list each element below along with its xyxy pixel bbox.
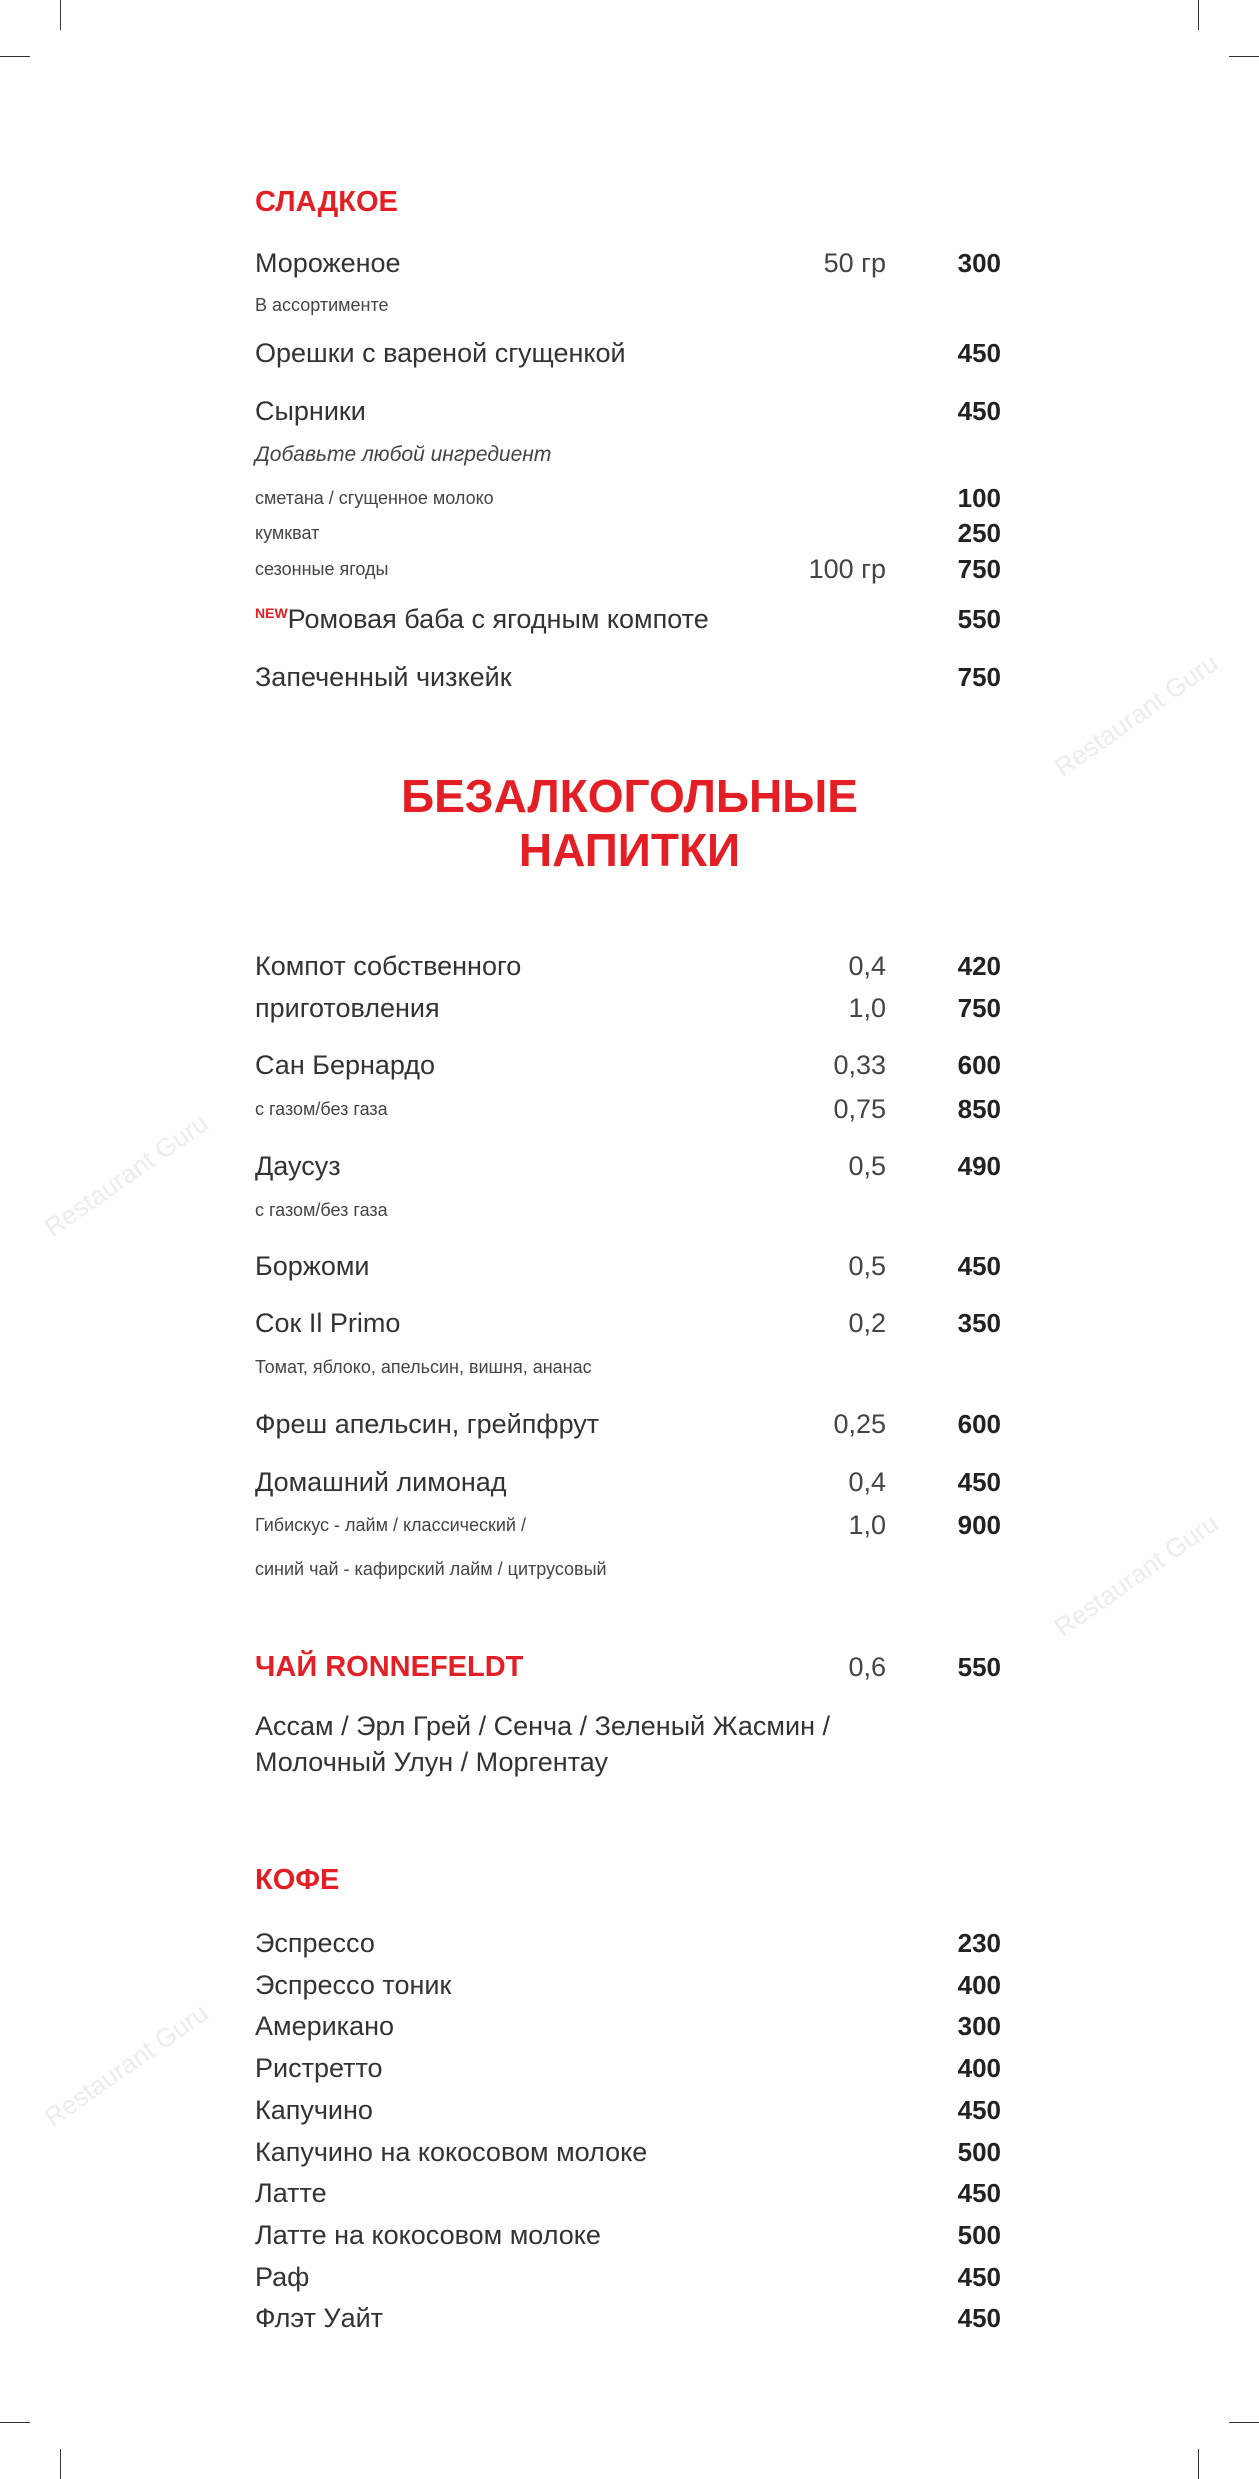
item-price: 450 [957, 396, 1001, 426]
menu-item [255, 1466, 1001, 1498]
watermark: Restaurant Guru [38, 1997, 214, 2133]
coffee-item [255, 2302, 1001, 2334]
item-description: с газом/без газа [255, 1200, 388, 1220]
addon-title-text: Добавьте любой ингредиент [255, 443, 552, 466]
item-name: Домашний лимонад [255, 1467, 507, 1497]
item-price: 490 [957, 1151, 1001, 1181]
item-volume: 0,5 [848, 1251, 886, 1281]
menu-item [255, 1509, 1001, 1541]
item-price: 450 [957, 338, 1001, 368]
section-title-coffee: КОФЕ [255, 1864, 340, 1896]
item-name: Латте [255, 2178, 327, 2209]
item-price: 750 [957, 993, 1001, 1023]
item-name: Флэт Уайт [255, 2303, 384, 2334]
item-price: 300 [957, 2011, 1001, 2042]
item-note [255, 1553, 1001, 1585]
item-description: с газом/без газа [255, 1099, 388, 1119]
section-title-soft-drinks: БЕЗАЛКОГОЛЬНЫЕ [401, 770, 858, 822]
item-name: Боржоми [255, 1251, 370, 1281]
item-name: приготовления [255, 993, 440, 1023]
watermark: Restaurant Guru [1048, 1507, 1224, 1643]
crop-mark [60, 2449, 61, 2479]
menu-item [255, 1250, 1001, 1282]
item-name: сметана / сгущенное молоко [255, 488, 494, 508]
crop-mark [1198, 2449, 1199, 2479]
coffee-item [255, 2010, 1001, 2042]
addon-item [255, 482, 1001, 514]
item-price: 400 [957, 2053, 1001, 2084]
item-note [255, 1351, 1001, 1383]
item-name-text: Ромовая баба с ягодным компоте [287, 604, 709, 634]
item-price: 550 [957, 1652, 1001, 1682]
item-note [255, 289, 1001, 321]
item-volume: 1,0 [848, 1510, 886, 1540]
item-name: Ристретто [255, 2053, 383, 2084]
item-price: 550 [957, 604, 1001, 634]
item-name: Мороженое [255, 248, 401, 278]
item-name: Запеченный чизкейк [255, 662, 512, 692]
item-name: Эспрессо [255, 1928, 375, 1958]
watermark: Restaurant Guru [1048, 647, 1224, 783]
item-price: 500 [957, 2136, 1001, 2167]
item-price: 900 [957, 1510, 1001, 1540]
item-name: Латте на кокосовом молоке [255, 2219, 601, 2250]
menu-item [255, 1049, 1001, 1081]
item-volume: 0,5 [848, 1151, 886, 1181]
item-volume: 0,4 [848, 951, 886, 981]
item-price: 230 [957, 1928, 1001, 1958]
item-volume: 0,33 [833, 1050, 886, 1080]
tea-varieties-line1: Ассам / Эрл Грей / Сенча / Зеленый Жасмин / [255, 1711, 830, 1741]
coffee-item [255, 2136, 1001, 2168]
crop-mark [0, 2422, 30, 2423]
item-name: сезонные ягоды [255, 559, 389, 579]
item-price: 250 [957, 518, 1001, 548]
menu-item [255, 603, 1001, 635]
tea-varieties [255, 1710, 1001, 1742]
item-price: 400 [957, 1969, 1001, 2000]
item-name [255, 603, 709, 635]
menu-item [255, 661, 1001, 693]
item-name: Эспрессо тоник [255, 1969, 452, 2000]
item-price: 450 [957, 2303, 1001, 2334]
item-name: Фреш апельсин, грейпфрут [255, 1409, 600, 1439]
item-price: 600 [957, 1409, 1001, 1439]
item-price: 350 [957, 1308, 1001, 1338]
item-name: Сан Бернардо [255, 1050, 436, 1080]
watermark: Restaurant Guru [38, 1107, 214, 1243]
new-badge: NEW [255, 605, 288, 621]
item-name: Капучино на кокосовом молоке [255, 2136, 648, 2167]
tea-header [255, 1651, 1001, 1683]
coffee-item [255, 2052, 1001, 2084]
crop-mark [1229, 2422, 1259, 2423]
item-price: 750 [957, 662, 1001, 692]
coffee-item [255, 2177, 1001, 2209]
section-title-soft-drinks-line2: НАПИТКИ [518, 824, 741, 876]
section-title-tea: ЧАЙ RONNEFELDT [255, 1651, 524, 1683]
item-price: 420 [957, 951, 1001, 981]
item-price: 450 [957, 2094, 1001, 2125]
item-name: Даусуз [255, 1151, 341, 1181]
menu-item [255, 337, 1001, 369]
crop-mark [0, 56, 30, 57]
item-name: кумкват [255, 523, 320, 543]
item-price: 500 [957, 2219, 1001, 2250]
item-weight: 100 гр [808, 554, 886, 584]
tea-varieties-line2: Молочный Улун / Моргентау [255, 1747, 608, 1777]
item-price: 450 [957, 2178, 1001, 2209]
item-note [255, 1194, 1001, 1226]
item-price: 450 [957, 1251, 1001, 1281]
addon-item [255, 517, 1001, 549]
item-description: Томат, яблоко, апельсин, вишня, ананас [255, 1357, 592, 1377]
item-price: 850 [957, 1094, 1001, 1124]
coffee-item [255, 2219, 1001, 2251]
menu-item [255, 950, 1001, 982]
item-description: В ассортименте [255, 295, 389, 315]
item-volume: 0,6 [848, 1652, 886, 1682]
item-name: Орешки с вареной сгущенкой [255, 338, 626, 368]
menu-item [255, 1307, 1001, 1339]
item-price: 750 [957, 554, 1001, 584]
addon-item [255, 553, 1001, 585]
coffee-item [255, 2261, 1001, 2293]
item-name: Раф [255, 2261, 310, 2292]
menu-item [255, 1093, 1001, 1125]
item-price: 100 [957, 483, 1001, 513]
menu-item [255, 1408, 1001, 1440]
item-volume: 1,0 [848, 993, 886, 1023]
tea-varieties [255, 1746, 1001, 1778]
item-description: Гибискус - лайм / классический / [255, 1515, 526, 1535]
addon-title [255, 439, 1001, 471]
coffee-item [255, 1969, 1001, 2001]
menu-item [255, 395, 1001, 427]
item-volume: 0,25 [833, 1409, 886, 1439]
item-price: 300 [957, 248, 1001, 278]
item-weight: 50 гр [823, 248, 886, 278]
menu-item [255, 247, 1001, 279]
item-price: 600 [957, 1050, 1001, 1080]
item-volume: 0,4 [848, 1467, 886, 1497]
item-volume: 0,2 [848, 1308, 886, 1338]
menu-item [255, 1150, 1001, 1182]
item-name: Американо [255, 2011, 395, 2042]
section-title-sweets: СЛАДКОЕ [255, 186, 398, 218]
item-name: Сок Il Primo [255, 1308, 401, 1338]
crop-mark [60, 0, 61, 30]
coffee-item [255, 2094, 1001, 2126]
item-volume: 0,75 [833, 1094, 886, 1124]
coffee-item [255, 1927, 1001, 1959]
item-name: Капучино [255, 2094, 373, 2125]
item-description: синий чай - кафирский лайм / цитрусовый [255, 1559, 607, 1579]
item-price: 450 [957, 1467, 1001, 1497]
item-name: Компот собственного [255, 951, 522, 981]
menu-item [255, 992, 1001, 1024]
item-price: 450 [957, 2261, 1001, 2292]
crop-mark [1229, 56, 1259, 57]
crop-mark [1198, 0, 1199, 30]
item-name: Сырники [255, 396, 366, 426]
